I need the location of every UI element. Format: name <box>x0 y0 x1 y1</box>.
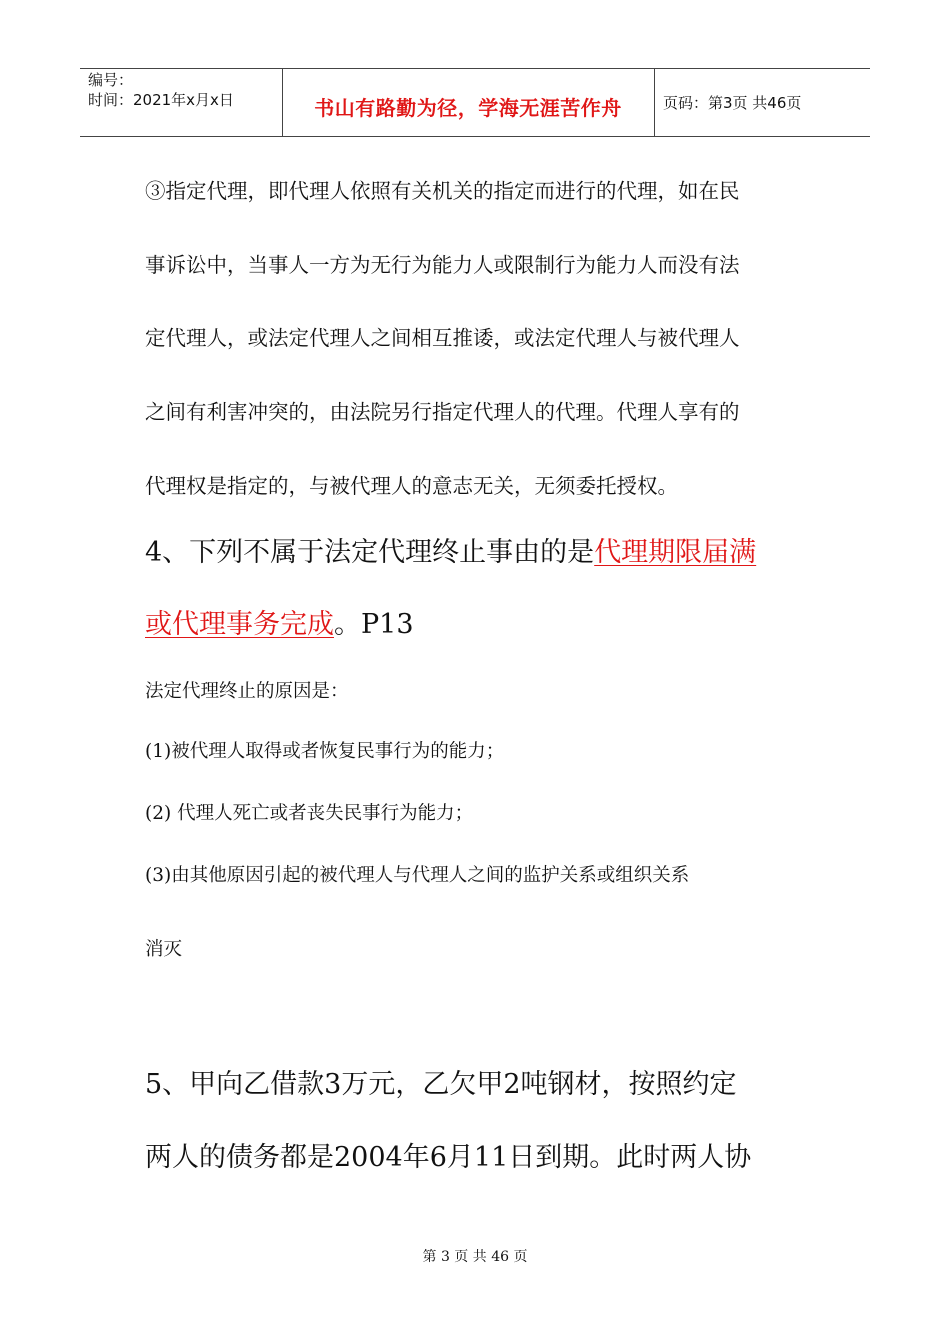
body-line: 定代理人，或法定代理人之间相互推诿，或法定代理人与被代理人 <box>145 326 740 350</box>
header-divider-2 <box>654 68 655 136</box>
question-4-text: 4、下列不属于法定代理终止事由的是 <box>145 537 595 568</box>
header-motto: 书山有路勤为径，学海无涯苦作舟 <box>314 96 622 120</box>
reason-item: (1)被代理人取得或者恢复民事行为的能力； <box>145 741 505 762</box>
reasons-title: 法定代理终止的原因是： <box>145 681 349 702</box>
question-4-line-1 <box>145 530 756 569</box>
question-4-line-2 <box>145 602 414 641</box>
body-line: 事诉讼中，当事人一方为无行为能力人或限制行为能力人而没有法 <box>145 253 740 277</box>
reason-item: (2) 代理人死亡或者丧失民事行为能力； <box>145 803 474 824</box>
header-page-info: 页码：第3页 共46页 <box>663 94 802 112</box>
body-line: 代理权是指定的，与被代理人的意志无关，无须委托授权。 <box>145 474 678 498</box>
header-top-rule <box>80 68 870 69</box>
header-meta <box>88 70 234 110</box>
question-4-answer: 代理期限届满 <box>594 537 757 568</box>
question-4-answer-cont: 或代理事务完成 <box>145 609 334 640</box>
reason-item: (3)由其他原因引起的被代理人与代理人之间的监护关系或组织关系 <box>145 865 690 886</box>
number-label: 编号： <box>88 71 134 89</box>
page-footer: 第 3 页 共 46 页 <box>422 1249 528 1265</box>
body-line: ③指定代理，即代理人依照有关机关的指定而进行的代理，如在民 <box>145 179 740 203</box>
question-5-line: 两人的债务都是2004年6月11日到期。此时两人协 <box>145 1142 752 1173</box>
question-4-reference: 。P13 <box>334 609 414 640</box>
question-5-line: 5、甲向乙借款3万元，乙欠甲2吨钢材，按照约定 <box>145 1069 737 1100</box>
reason-item: 消灭 <box>145 939 183 960</box>
header-bottom-rule <box>80 136 870 137</box>
time-label: 时间：2021年x月x日 <box>88 91 234 109</box>
body-line: 之间有利害冲突的，由法院另行指定代理人的代理。代理人享有的 <box>145 400 740 424</box>
